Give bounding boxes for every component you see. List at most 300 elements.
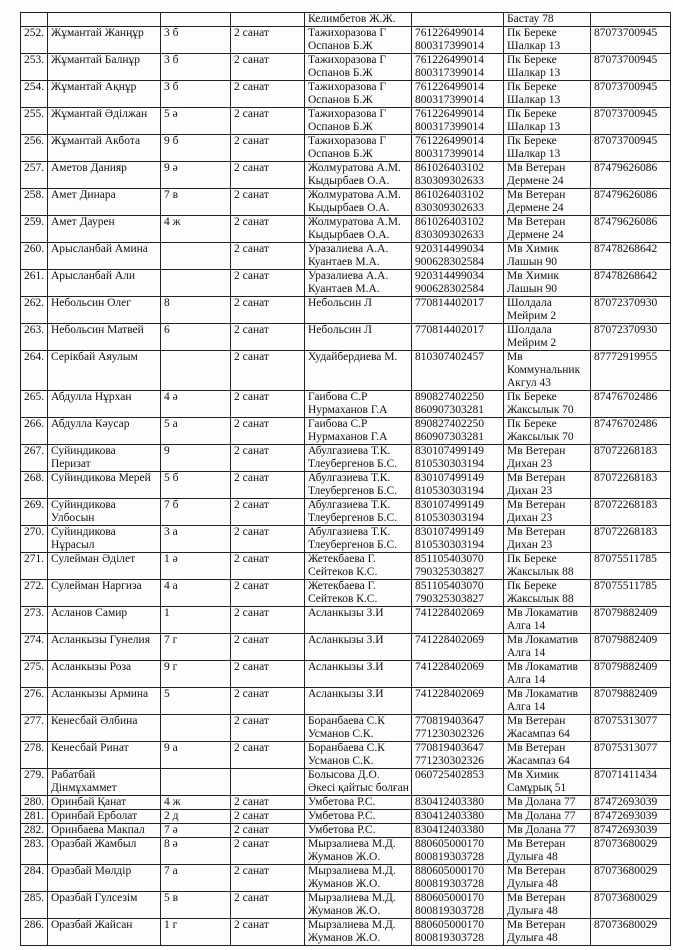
cell-address xyxy=(504,634,591,661)
cell-address xyxy=(504,810,591,824)
cell-line: Небольсин Л xyxy=(308,297,372,309)
cell-line: Жолмуратова А.М. xyxy=(308,216,401,228)
cell-num: 278. xyxy=(21,742,48,769)
cell-parent xyxy=(305,919,412,946)
table-row xyxy=(21,607,671,634)
cell-line: Сулейман Әділет xyxy=(51,553,136,565)
table-row xyxy=(21,526,671,553)
cell-category: 2 санат xyxy=(231,324,305,351)
cell-line: Дихан 23 xyxy=(507,512,553,524)
cell-line: Жетекбаева Г. xyxy=(308,580,376,592)
cell-line: Мв Ветеран xyxy=(507,838,566,850)
cell-name xyxy=(48,27,161,54)
cell-iin xyxy=(412,391,504,418)
cell-line: Боранбаева С.К xyxy=(308,742,385,754)
cell-line: 900628302584 xyxy=(415,256,484,268)
cell-name xyxy=(48,81,161,108)
cell-address xyxy=(504,270,591,297)
cell-address xyxy=(504,189,591,216)
cell-num: 266. xyxy=(21,418,48,445)
cell-line: Пк Береке xyxy=(507,81,557,93)
cell-phone: 87476702486 xyxy=(591,391,671,418)
cell-line: Асланкызы З.И xyxy=(308,607,384,619)
cell-num: 260. xyxy=(21,243,48,270)
cell-iin xyxy=(412,580,504,607)
cell-num: 277. xyxy=(21,715,48,742)
cell-line: Абулгазиева Т.К. xyxy=(308,445,391,457)
cell-iin xyxy=(412,445,504,472)
cell-address xyxy=(504,661,591,688)
cell-line: 830412403380 xyxy=(415,824,484,836)
cell-line: Кыдырбаев О.А. xyxy=(308,229,390,241)
cell-category: 2 санат xyxy=(231,27,305,54)
table-row xyxy=(21,270,671,297)
cell-class: 5 б xyxy=(161,472,231,499)
cell-phone: 87073680029 xyxy=(591,838,671,865)
cell-line: Асланов Самир xyxy=(51,607,128,619)
cell-phone: 87772919955 xyxy=(591,351,671,391)
cell-line: Жаксылык 88 xyxy=(507,593,574,605)
cell-name xyxy=(48,580,161,607)
cell-line: Оринбаева Макпал xyxy=(51,824,145,836)
table-row xyxy=(21,445,671,472)
cell-num: 265. xyxy=(21,391,48,418)
cell-line: Дулыға 48 xyxy=(507,851,558,863)
cell-line: Уразалиева А.А. xyxy=(308,270,389,282)
cell-phone: 87079882409 xyxy=(591,688,671,715)
cell-num: 286. xyxy=(21,919,48,946)
cell-line: Жұмантай Акбота xyxy=(51,135,141,147)
cell-phone: 87079882409 xyxy=(591,661,671,688)
cell-name xyxy=(48,162,161,189)
cell-parent xyxy=(305,499,412,526)
cell-line: Тлеубергенов Б.С. xyxy=(308,539,398,551)
cell-line: 761226499014 xyxy=(415,108,484,120)
cell-iin xyxy=(412,919,504,946)
cell-line: Дермене 24 xyxy=(507,175,564,187)
table-row xyxy=(21,865,671,892)
cell-parent xyxy=(305,351,412,391)
cell-line: Мв Долана 77 xyxy=(507,810,576,822)
cell-line: Оспанов Б.Ж xyxy=(308,94,373,106)
cell-num: 254. xyxy=(21,81,48,108)
table-row xyxy=(21,243,671,270)
cell-phone: 87075511785 xyxy=(591,580,671,607)
cell-parent xyxy=(305,715,412,742)
cell-parent xyxy=(305,297,412,324)
cell-phone: 87478268642 xyxy=(591,243,671,270)
cell-address xyxy=(504,526,591,553)
cell-class xyxy=(161,270,231,297)
cell-address xyxy=(504,919,591,946)
cell-line: Оразбай Жамбыл xyxy=(51,838,137,850)
cell-line: 810530303194 xyxy=(415,512,484,524)
cell-line: Мырзалиева М.Д. xyxy=(308,838,396,850)
cell-category: 2 санат xyxy=(231,892,305,919)
cell-parent xyxy=(305,418,412,445)
cell-line: 800317399014 xyxy=(415,67,484,79)
cell-iin xyxy=(412,297,504,324)
cell-line: Лашын 90 xyxy=(507,283,558,295)
cell-line: Мв Локаматив xyxy=(507,607,578,619)
cell-line: Пк Береке xyxy=(507,580,557,592)
cell-name xyxy=(48,499,161,526)
cell-line: Дулыға 48 xyxy=(507,932,558,944)
cell-iin xyxy=(412,81,504,108)
cell-name xyxy=(48,270,161,297)
table-row xyxy=(21,742,671,769)
cell-line: Алга 14 xyxy=(507,620,546,632)
cell-line: 810530303194 xyxy=(415,458,484,470)
cell-category: 2 санат xyxy=(231,189,305,216)
cell-line: Мв Химик xyxy=(507,769,560,781)
cell-address xyxy=(504,243,591,270)
cell-line: Боранбаева С.К xyxy=(308,715,385,727)
cell-address xyxy=(504,391,591,418)
cell-address xyxy=(504,297,591,324)
cell-line: Кыдырбаев О.А. xyxy=(308,175,390,187)
cell-category xyxy=(231,769,305,796)
cell-line: Тлеубергенов Б.С. xyxy=(308,458,398,470)
cell-class: 1 ә xyxy=(161,553,231,580)
cell-phone: 87478268642 xyxy=(591,270,671,297)
cell-line: 890827402250 xyxy=(415,391,484,403)
cell-iin xyxy=(412,838,504,865)
cell-line: Мв Локаматив xyxy=(507,661,578,673)
cell-line: 741228402069 xyxy=(415,661,484,673)
table-row xyxy=(21,108,671,135)
cell-line: 830107499149 xyxy=(415,526,484,538)
cell-line: 800317399014 xyxy=(415,40,484,52)
cell-class xyxy=(161,715,231,742)
cell-category: 2 санат xyxy=(231,607,305,634)
cell-line: 861026403102 xyxy=(415,162,484,174)
cell-class: 3 б xyxy=(161,81,231,108)
cell-num xyxy=(21,13,48,27)
cell-num: 281. xyxy=(21,810,48,824)
cell-category: 2 санат xyxy=(231,810,305,824)
cell-line: 890827402250 xyxy=(415,418,484,430)
table-row xyxy=(21,81,671,108)
cell-line: 800819303728 xyxy=(415,932,484,944)
cell-class: 9 xyxy=(161,445,231,472)
cell-line: 880605000170 xyxy=(415,892,484,904)
cell-parent xyxy=(305,607,412,634)
cell-name xyxy=(48,769,161,796)
cell-line: 830412403380 xyxy=(415,796,484,808)
cell-line: Жуманов Ж.О. xyxy=(308,932,381,944)
cell-line: Рабатбай xyxy=(51,769,96,781)
cell-line: Алга 14 xyxy=(507,701,546,713)
table-row xyxy=(21,553,671,580)
cell-num: 280. xyxy=(21,796,48,810)
table-row-continued xyxy=(21,13,671,27)
cell-line: Абдулла Кәусар xyxy=(51,418,130,430)
cell-line: 810530303194 xyxy=(415,539,484,551)
cell-iin xyxy=(412,742,504,769)
cell-parent xyxy=(305,108,412,135)
cell-line: 741228402069 xyxy=(415,634,484,646)
cell-line: 830107499149 xyxy=(415,499,484,511)
cell-line: Мырзалиева М.Д. xyxy=(308,892,396,904)
cell-address xyxy=(504,796,591,810)
cell-line: Пк Береке xyxy=(507,27,557,39)
cell-parent xyxy=(305,661,412,688)
cell-iin xyxy=(412,108,504,135)
cell-class: 9 б xyxy=(161,135,231,162)
cell-line: Тажихоразова Г xyxy=(308,135,386,147)
cell-iin xyxy=(412,824,504,838)
cell-address xyxy=(504,824,591,838)
cell-iin xyxy=(412,661,504,688)
cell-category: 2 санат xyxy=(231,351,305,391)
cell-name xyxy=(48,243,161,270)
cell-phone: 87073700945 xyxy=(591,27,671,54)
cell-class: 3 а xyxy=(161,526,231,553)
cell-iin xyxy=(412,769,504,796)
cell-name xyxy=(48,526,161,553)
cell-line: Жаксылык 70 xyxy=(507,431,574,443)
table-row xyxy=(21,688,671,715)
cell-line: Мв Ветеран xyxy=(507,189,566,201)
cell-line: Жұмантай Жанңұр xyxy=(51,27,144,39)
table-row xyxy=(21,216,671,243)
cell-line: Мв Ветеран xyxy=(507,865,566,877)
cell-class: 7 ә xyxy=(161,824,231,838)
cell-class: 1 г xyxy=(161,919,231,946)
cell-iin xyxy=(412,715,504,742)
cell-class: 7 в xyxy=(161,189,231,216)
cell-num: 257. xyxy=(21,162,48,189)
cell-line: 060725402853 xyxy=(415,769,484,781)
cell-address xyxy=(504,81,591,108)
cell-address xyxy=(504,324,591,351)
cell-num: 279. xyxy=(21,769,48,796)
cell-line: Оспанов Б.Ж xyxy=(308,67,373,79)
cell-category: 2 санат xyxy=(231,919,305,946)
cell-line: Небольсин Л xyxy=(308,324,372,336)
cell-line: Мв Ветеран xyxy=(507,742,566,754)
cell-num: 255. xyxy=(21,108,48,135)
cell-line: Небольсин Матвей xyxy=(51,324,144,336)
cell-class: 2 д xyxy=(161,810,231,824)
cell-iin xyxy=(412,351,504,391)
cell-name xyxy=(48,13,161,27)
table-row xyxy=(21,796,671,810)
cell-line: Асланкызы Роза xyxy=(51,661,132,673)
cell-line: Алга 14 xyxy=(507,647,546,659)
cell-address xyxy=(504,769,591,796)
cell-phone: 87479626086 xyxy=(591,189,671,216)
cell-line: Мв Ветеран xyxy=(507,216,566,228)
cell-phone: 87479626086 xyxy=(591,216,671,243)
cell-line: Суйиндикова xyxy=(51,499,116,511)
cell-category: 2 санат xyxy=(231,838,305,865)
cell-line: Сейтеков К.С. xyxy=(308,566,378,578)
cell-line: Акгул 43 xyxy=(507,377,551,389)
cell-line: Оразбай Гулсезім xyxy=(51,892,138,904)
cell-class xyxy=(161,13,231,27)
cell-class: 8 xyxy=(161,297,231,324)
cell-line: Пк Береке xyxy=(507,135,557,147)
table-row xyxy=(21,892,671,919)
cell-line: Сулейман Наргиза xyxy=(51,580,142,592)
cell-line: Сейтеков К.С. xyxy=(308,593,378,605)
cell-line: Шалкар 13 xyxy=(507,148,561,160)
table-row xyxy=(21,189,671,216)
cell-category: 2 санат xyxy=(231,865,305,892)
cell-class: 4 ә xyxy=(161,391,231,418)
cell-line: Оринбай Қанат xyxy=(51,796,127,808)
cell-class: 4 ж xyxy=(161,216,231,243)
cell-name xyxy=(48,135,161,162)
cell-name xyxy=(48,796,161,810)
cell-line: 770814402017 xyxy=(415,297,484,309)
cell-class: 7 г xyxy=(161,634,231,661)
cell-name xyxy=(48,892,161,919)
cell-parent xyxy=(305,135,412,162)
cell-parent xyxy=(305,742,412,769)
cell-line: Шолдала xyxy=(507,297,552,309)
cell-num: 284. xyxy=(21,865,48,892)
cell-line: 800819303728 xyxy=(415,851,484,863)
cell-category: 2 санат xyxy=(231,796,305,810)
cell-line: 810307402457 xyxy=(415,351,484,363)
cell-num: 252. xyxy=(21,27,48,54)
cell-name xyxy=(48,391,161,418)
cell-num: 262. xyxy=(21,297,48,324)
cell-parent xyxy=(305,526,412,553)
cell-category: 2 санат xyxy=(231,634,305,661)
cell-phone: 87072268183 xyxy=(591,526,671,553)
cell-iin xyxy=(412,553,504,580)
cell-line: Асланкызы З.И xyxy=(308,661,384,673)
table-row xyxy=(21,715,671,742)
cell-line: Шолдала xyxy=(507,324,552,336)
cell-phone: 87075313077 xyxy=(591,742,671,769)
cell-category: 2 санат xyxy=(231,580,305,607)
cell-phone: 87476702486 xyxy=(591,418,671,445)
cell-parent xyxy=(305,553,412,580)
cell-line: Тажихоразова Г xyxy=(308,54,386,66)
cell-category: 2 санат xyxy=(231,243,305,270)
cell-line: Жуманов Ж.О. xyxy=(308,905,381,917)
cell-class: 3 б xyxy=(161,54,231,81)
cell-name xyxy=(48,324,161,351)
cell-address xyxy=(504,715,591,742)
cell-line: Мв Долана 77 xyxy=(507,824,576,836)
cell-iin xyxy=(412,418,504,445)
cell-category: 2 санат xyxy=(231,499,305,526)
cell-line: Умбетова Р.С. xyxy=(308,824,376,836)
cell-address xyxy=(504,216,591,243)
cell-line: Усманов С.К. xyxy=(308,728,374,740)
cell-iin xyxy=(412,634,504,661)
cell-name xyxy=(48,919,161,946)
cell-address xyxy=(504,418,591,445)
cell-line: 770819403647 xyxy=(415,742,484,754)
table-row xyxy=(21,838,671,865)
cell-line: 790325303827 xyxy=(415,566,484,578)
cell-address xyxy=(504,108,591,135)
cell-line: 800317399014 xyxy=(415,94,484,106)
cell-phone: 87479626086 xyxy=(591,162,671,189)
cell-line: Дермене 24 xyxy=(507,202,564,214)
cell-iin xyxy=(412,135,504,162)
table-row xyxy=(21,580,671,607)
cell-line: Пк Береке xyxy=(507,54,557,66)
cell-parent xyxy=(305,216,412,243)
cell-class: 5 ә xyxy=(161,108,231,135)
cell-category: 2 санат xyxy=(231,108,305,135)
cell-line: Мв Химик xyxy=(507,270,560,282)
cell-address: Бастау 78 xyxy=(504,13,591,27)
cell-line: 830412403380 xyxy=(415,810,484,822)
cell-parent xyxy=(305,189,412,216)
table-row xyxy=(21,351,671,391)
cell-address xyxy=(504,162,591,189)
cell-line: Кенесбай Әлбина xyxy=(51,715,138,727)
cell-address xyxy=(504,892,591,919)
cell-category: 2 санат xyxy=(231,216,305,243)
cell-name xyxy=(48,715,161,742)
cell-line: Жасампаз 64 xyxy=(507,728,570,740)
cell-category: 2 санат xyxy=(231,715,305,742)
cell-name xyxy=(48,553,161,580)
cell-phone: 87075511785 xyxy=(591,553,671,580)
cell-name xyxy=(48,742,161,769)
cell-line: Арысланбай Амина xyxy=(51,243,148,255)
table-row xyxy=(21,391,671,418)
cell-line: Шалкар 13 xyxy=(507,40,561,52)
cell-class xyxy=(161,243,231,270)
cell-category: 2 санат xyxy=(231,824,305,838)
cell-line: Жолмуратова А.М. xyxy=(308,162,401,174)
cell-class: 8 ә xyxy=(161,838,231,865)
cell-iin xyxy=(412,324,504,351)
table-row xyxy=(21,661,671,688)
cell-line: Оспанов Б.Ж xyxy=(308,40,373,52)
cell-category: 2 санат xyxy=(231,297,305,324)
cell-parent xyxy=(305,81,412,108)
cell-iin xyxy=(412,607,504,634)
cell-line: 830309302633 xyxy=(415,202,484,214)
cell-num: 276. xyxy=(21,688,48,715)
cell-class: 9 ә xyxy=(161,162,231,189)
cell-line: 920314499034 xyxy=(415,270,484,282)
cell-iin xyxy=(412,796,504,810)
cell-phone: 87073700945 xyxy=(591,108,671,135)
cell-iin xyxy=(412,27,504,54)
cell-phone: 87073700945 xyxy=(591,81,671,108)
cell-line: 761226499014 xyxy=(415,54,484,66)
cell-name xyxy=(48,661,161,688)
cell-line: Шалкар 13 xyxy=(507,67,561,79)
cell-name xyxy=(48,824,161,838)
cell-name xyxy=(48,351,161,391)
cell-line: Кыдырбаев О.А. xyxy=(308,202,390,214)
cell-class: 4 а xyxy=(161,580,231,607)
cell-iin xyxy=(412,162,504,189)
cell-name xyxy=(48,472,161,499)
cell-line: Тажихоразова Г xyxy=(308,108,386,120)
cell-iin xyxy=(412,54,504,81)
cell-line: Дулыға 48 xyxy=(507,905,558,917)
cell-parent xyxy=(305,270,412,297)
table-row xyxy=(21,634,671,661)
cell-iin xyxy=(412,216,504,243)
cell-iin xyxy=(412,865,504,892)
